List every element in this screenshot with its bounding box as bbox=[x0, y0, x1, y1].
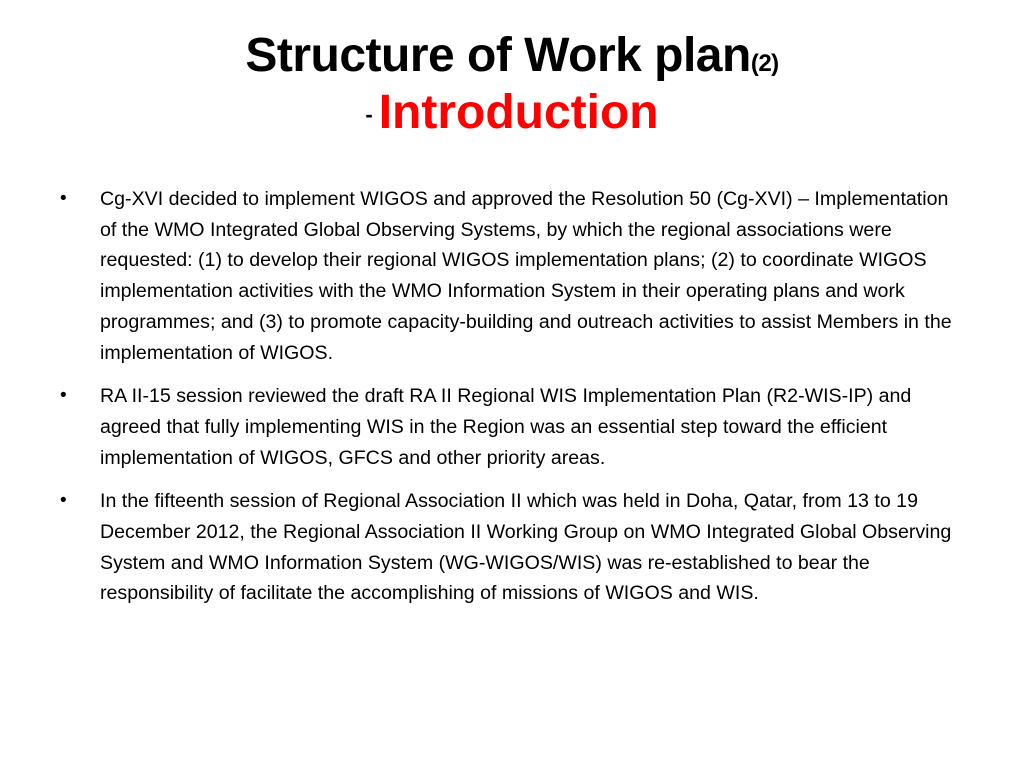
bullet-text: In the fifteenth session of Regional Association II which was held in Doha, Qatar, from 13 to 19 December 2012, the Regional Association II Working Group on WMO Integrated Global Observing System and WMO Information System (WG-WIGOS/WIS) was re-established to bear the responsibility of facilitate the accomplishing of missions of WIGOS and WIS. bbox=[100, 490, 952, 605]
title-main-line bbox=[0, 28, 1024, 83]
title-subtitle: Introduction bbox=[378, 86, 659, 140]
title-dash: - bbox=[365, 102, 373, 128]
bullet-list bbox=[56, 184, 966, 622]
bullet-item bbox=[56, 184, 966, 368]
bullet-icon: • bbox=[60, 188, 67, 209]
bullet-item bbox=[56, 486, 966, 609]
bullet-text: RA II-15 session reviewed the draft RA II Regional WIS Implementation Plan (R2-WIS-IP) and agreed that fully implementing WIS in the Region was an essential step toward the efficient implementation of WIGOS, GFCS and other priority areas. bbox=[100, 385, 912, 469]
bullet-icon: • bbox=[60, 490, 67, 512]
bullet-icon: • bbox=[60, 385, 67, 407]
title-subtitle-line bbox=[0, 85, 1024, 140]
title-suffix: (2) bbox=[750, 50, 779, 77]
title-main-text: Structure of Work plan bbox=[245, 29, 751, 82]
bullet-item bbox=[56, 381, 966, 473]
bullet-text: Cg-XVI decided to implement WIGOS and approved the Resolution 50 (Cg-XVI) – Implementation of the WMO Integrated Global Observing Systems, by which the regional associations were requested: (1) to develop their regional WIGOS implementation plans; (2) to coordinate WIGOS implementation activities with the WMO Information System in their operating plans and work programmes; and (3) to promote capacity-building and outreach activities to assist Members in the implementation of WIGOS. bbox=[100, 188, 952, 364]
slide-title bbox=[0, 28, 1024, 140]
